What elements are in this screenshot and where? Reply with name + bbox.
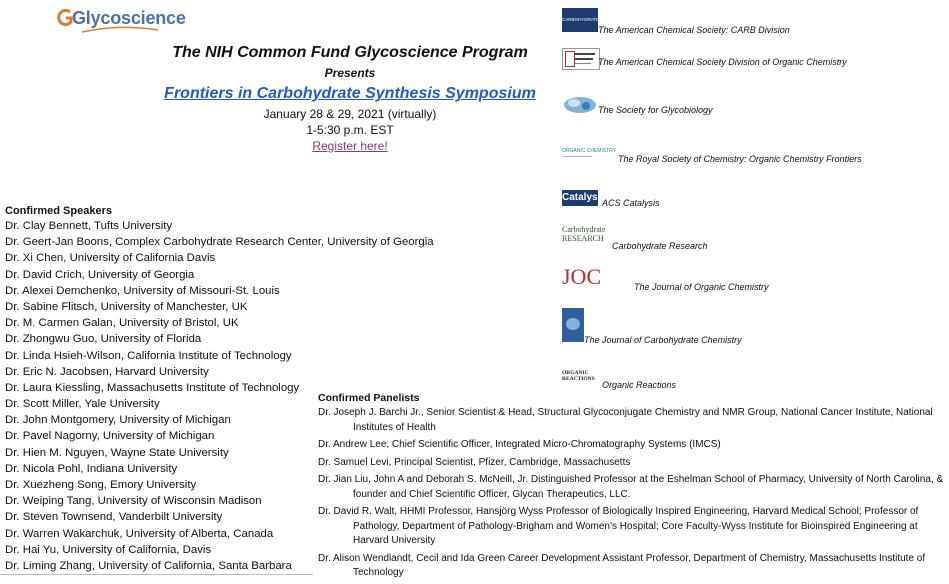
acs-orgn-logo-icon [562,48,600,70]
glycoscience-logo [56,4,186,32]
event-dates: January 28 & 29, 2021 (virtually) [263,107,437,121]
sponsor-name: The Journal of Organic Chemistry [634,282,769,292]
speaker-item: Dr. Nicola Pohl, Indiana University [5,462,178,475]
speaker-item: Dr. Eric N. Jacobsen, Harvard University [5,365,209,378]
sponsor-acs-orgn [562,48,942,78]
sponsor-jcc [562,308,942,345]
panelist-item: Dr. Andrew Lee, Chief Scientific Officer, Integrated Micro-Chromatography Systems (IMCS) [318,439,721,450]
speaker-item: Dr. Steven Townsend, Vanderbilt University [5,511,223,524]
panelist-item: Dr. Joseph J. Barchi Jr., Senior Scientist & Head, Structural Glycoconjugate Chemistry and NMR Group, National Cancer Institute, National Institutes of Health [318,407,933,433]
speaker-item: Dr. Xi Chen, University of California Davis [5,252,216,265]
sponsor-sfg [562,95,942,125]
organic-reactions-logo-icon: ORGANIC REACTIONS [562,370,595,382]
sponsor-acs-catalysis [562,190,942,220]
speaker-item: Dr. Clay Bennett, Tufts University [5,220,173,232]
speaker-item: Dr. Geert-Jan Boons, Complex Carbohydrate Research Center, University of Georgia [5,236,434,249]
panelist-item: Dr. Samuel Levi, Principal Scientist, Pfizer, Cambridge, Massachusetts [318,456,631,468]
sponsor-joc [562,264,942,294]
symposium-link[interactable]: Frontiers in Carbohydrate Synthesis Symposium [164,85,536,102]
speaker-item: Dr. Pavel Nagorny, University of Michigan [5,430,215,443]
panelists-heading: Confirmed Panelists [318,392,420,404]
sponsor-name: The Society for Glycobiology [598,105,713,115]
speaker-item: Dr. Liming Zhang, University of California, Santa Barbara [5,559,292,572]
acs-carb-logo-icon: CARBOHYDRATE [562,8,598,32]
speaker-item: Dr. Alexei Demchenko, University of Missouri-St. Louis [5,284,280,297]
speaker-item: Dr. Xuezheng Song, Emory University [5,479,197,491]
speaker-item: Dr. John Montgomery, University of Michigan [5,414,231,427]
panelist-item: Dr. Alison Wendlandt, Cecil and Ida Green Career Development Assistant Professor, Department of Chemistry, Massachusetts Institute of Technology [318,552,926,578]
presents-label: Presents [324,66,376,80]
sfg-logo-icon [562,95,598,115]
speaker-item: Dr. Scott Miller, Yale University [5,398,160,411]
panelists-list [318,406,946,581]
register-link[interactable]: Register here! [312,139,388,153]
speaker-item: Dr. M. Carmen Galan, University of Bristol, UK [5,317,239,330]
speakers-divider [0,574,313,575]
sponsor-carb-research [562,225,942,255]
program-title: The NIH Common Fund Glycoscience Program [172,44,528,61]
sponsor-rsc [562,145,942,175]
speaker-item: Dr. Zhongwu Guo, University of Florida [5,333,202,346]
sponsor-name: The Royal Society of Chemistry: Organic Chemistry Frontiers [618,154,862,164]
rsc-logo-icon: ORGANIC CHEMISTRY [562,148,617,154]
panelists-section [318,391,946,584]
sponsor-name: The Journal of Carbohydrate Chemistry [584,335,742,345]
speaker-item: Dr. Hien M. Nguyen, Wayne State University [5,446,229,459]
speaker-item: Dr. Hai Yu, University of California, Davis [5,543,212,556]
speakers-heading: Confirmed Speakers [5,205,112,217]
speaker-item: Dr. Laura Kiessling, Massachusetts Institute of Technology [5,381,300,394]
sponsor-name: The American Chemical Society: CARB Division [598,25,790,35]
logo-swoosh-icon [80,24,160,34]
carb-research-logo-icon: Carbohydrate RESEARCH [562,225,606,243]
sponsor-name: Organic Reactions [602,380,677,390]
speaker-item: Dr. Warren Wakarchuk, University of Alberta, Canada [5,527,274,540]
event-time: 1-5:30 p.m. EST [306,123,394,137]
sponsor-name: Carbohydrate Research [612,241,708,251]
logo-text: Glycoscience [72,8,186,28]
speaker-item: Dr. Linda Hsieh-Wilson, California Institute of Technology [5,349,292,362]
joc-logo-icon: JOC [562,264,602,289]
acs-catalysis-logo-icon: Catalysis [562,190,598,206]
speaker-item: Dr. Weiping Tang, University of Wisconsin Madison [5,495,262,508]
panelist-item: Dr. Jian Liu, John A and Deborah S. McNeill, Jr. Distinguished Professor at the Eshelman School of Pharmacy, University of North Carolina, & founder and Chief Scientific Officer, Glycan Therapeutics, LLC. [318,474,944,500]
sponsor-name: The American Chemical Society Division of Organic Chemistry [598,57,847,67]
speaker-item: Dr. Sabine Flitsch, University of Manchester, UK [5,300,248,313]
sponsor-acs-carb [562,8,942,38]
panelist-item: Dr. David R. Walt, HHMI Professor, Hansjörg Wyss Professor of Biologically Inspired Engineering, Harvard Medical School; Professor of Pathology, Department of Pathology-Brigham and Women’s Hospital; Core Faculty-Wyss Institute for Bioinspired Engineering at Harvard University [318,506,919,546]
speaker-item: Dr. David Crich, University of Georgia [5,268,195,281]
jcc-cover-icon [562,308,584,342]
sponsor-name: ACS Catalysis [602,198,660,208]
